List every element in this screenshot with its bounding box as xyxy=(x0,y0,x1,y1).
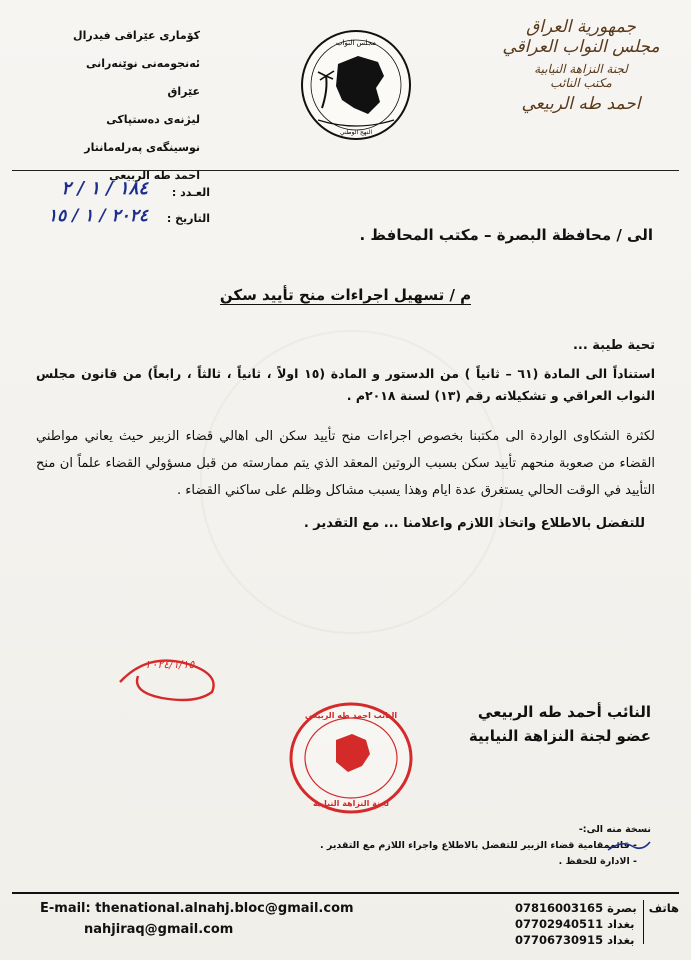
handwritten-signature xyxy=(108,646,236,708)
date-label: التاريخ : xyxy=(166,212,210,225)
copies-label: نسخة منه الى:- xyxy=(578,824,651,835)
stamp-bottom-text: لجنة النزاهة النيابية xyxy=(313,799,389,808)
copies-item-text: الادارة للحفظ . xyxy=(558,856,630,867)
subject-line xyxy=(0,286,691,304)
pen-mark xyxy=(606,838,652,854)
addressee: الى / محافظة البصرة – مكتب المحافظ . xyxy=(359,226,653,244)
phone-row xyxy=(515,932,637,948)
logo-top-text: مجلس النواب xyxy=(335,39,377,47)
reference-block xyxy=(30,178,210,230)
header-kurdish xyxy=(60,22,200,190)
header-line-office: مكتب النائب xyxy=(550,75,612,90)
footer-emails xyxy=(40,898,354,940)
header-line-parliament: مجلس النواب العراقي xyxy=(502,36,660,57)
email-2[interactable]: nahjiraq@gmail.com xyxy=(84,922,234,937)
copies-block xyxy=(151,822,651,870)
signatory-title: عضو لجنة النزاهة النيابية xyxy=(468,727,651,745)
greeting: تحية طيبة ... xyxy=(572,338,655,353)
header-ku-line-5: احمد طه الربيعي xyxy=(109,169,200,182)
email-row-2 xyxy=(40,919,354,940)
email-label: E-mail: xyxy=(40,901,91,916)
header-ku-line-2: ئەنجومەنی نوێنەرانی عێراق xyxy=(85,57,200,98)
subject-text: م / تسهيل اجراءات منح تأييد سكن xyxy=(219,286,472,304)
copies-item: - الادارة للحفظ . xyxy=(558,856,637,867)
header-ku-line-3: لیژنەی دەستپاکی xyxy=(106,113,200,126)
signature-block xyxy=(469,700,651,748)
phone-row xyxy=(515,900,637,916)
number-value: ١٨٤ / ١ / ٢ xyxy=(61,178,148,199)
header-line-republic: جمهورية العراق xyxy=(526,17,636,37)
phone-number: 07706730915 xyxy=(515,933,604,947)
header-line-committee: لجنة النزاهة النيابية xyxy=(534,62,628,77)
header-ku-line-4: نوسینگەی پەرلەمانتار xyxy=(84,141,200,154)
official-stamp xyxy=(286,698,416,818)
phone-number: 07702940511 xyxy=(515,917,604,931)
footer-divider xyxy=(12,892,679,894)
phone-list xyxy=(515,900,637,948)
phone-label: هاتف xyxy=(643,900,679,944)
header-ku-line-1: كۆماری عێراقی فیدرال xyxy=(73,29,200,42)
header-divider xyxy=(12,170,679,171)
header-arabic xyxy=(501,18,661,114)
letter-body xyxy=(36,338,655,531)
email-row-1 xyxy=(40,898,354,919)
number-row xyxy=(30,178,210,204)
closing-line: للتفضل بالاطلاع واتخاذ اللازم واعلامنا ... مع التقدير . xyxy=(303,516,645,531)
number-label: العـدد : xyxy=(171,186,210,199)
phone-city: بغداد xyxy=(607,933,635,947)
phone-row xyxy=(515,916,637,932)
email-1[interactable]: thenational.alnahj.bloc@gmail.com xyxy=(95,901,354,916)
logo-bottom-text: النهج الوطني xyxy=(339,129,373,136)
footer-phones xyxy=(515,900,679,948)
legal-basis-paragraph: استناداً الى المادة (٦١ – ثانياً ) من الدستور و المادة (١٥ اولاً ، ثانياً ، ثالثاً ، رابعاً) من قانون مجلس النواب العراقي و تشكيلاته رقم (١٣) لسنة ٢٠١٨م . xyxy=(36,366,655,403)
copies-item-text: قائممقامية قضاء الزبير للتفضل بالاطلاع واجراء اللازم مع التقدير . xyxy=(320,840,630,851)
signatory-name: النائب أحمد طه الربيعي xyxy=(477,703,651,721)
phone-city: بصرة xyxy=(607,901,637,915)
date-value: ٢٠٢٤ / ١ / ١٥ xyxy=(47,206,148,226)
complaint-paragraph: لكثرة الشكاوى الواردة الى مكتبنا بخصوص اجراءات منح تأييد سكن الى اهالي قضاء الزبير حيث يعاني مواطني القضاء من صعوبة منحهم تأييد سكن بسبب الروتين المعقد الذي يتم ممارسته من قبل مسؤولي القضاء علماً ان منح التأييد في الوقت الحالي يستغرق عدة ايام وهذا يسبب مشاكل وظلم على ساكني القضاء . xyxy=(36,429,655,498)
copies-item: - قائممقامية قضاء الزبير للتفضل بالاطلاع واجراء اللازم مع التقدير . xyxy=(320,840,637,851)
stamp-top-text: النائب احمد طه الربيعي xyxy=(304,711,398,720)
date-row xyxy=(30,204,210,230)
header-line-mp-name: احمد طه الربيعي xyxy=(521,93,641,114)
phone-city: بغداد xyxy=(607,917,635,931)
signature-date: ٢٠٢٤/١/١٥ xyxy=(145,658,195,671)
iraq-map-logo xyxy=(298,28,414,142)
phone-number: 07816003165 xyxy=(515,901,604,915)
